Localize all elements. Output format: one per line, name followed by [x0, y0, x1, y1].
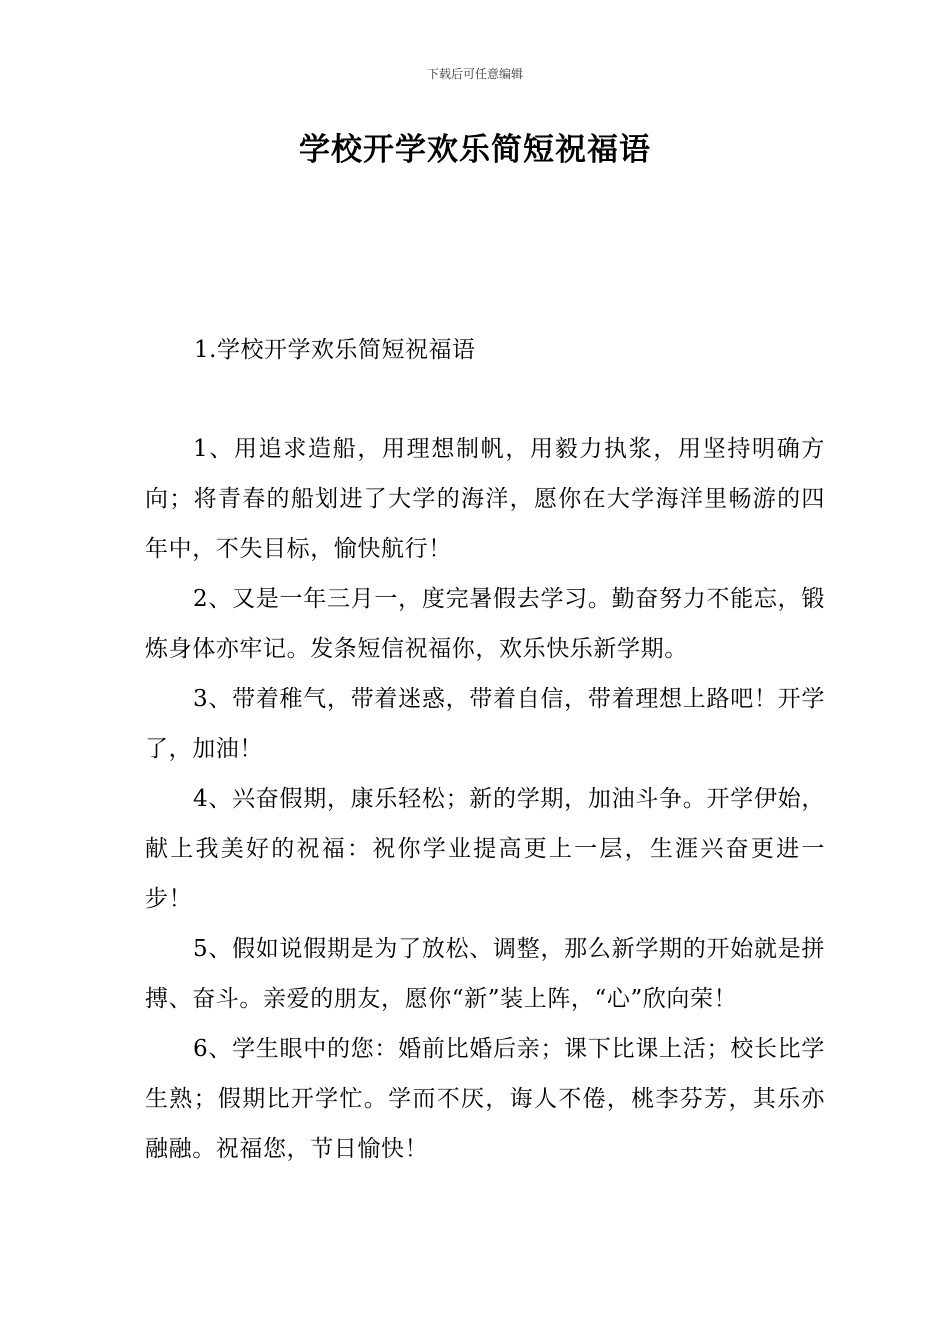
- body-text: [145, 424, 825, 1174]
- header-note: 下载后可任意编辑: [426, 67, 523, 81]
- paragraph-6: 6、学生眼中的您：婚前比婚后亲；课下比课上活；校长比学生熟；假期比开学忙。学而不厌，诲人不倦，桃李芬芳，其乐亦融融。祝福您，节日愉快！: [145, 1036, 825, 1162]
- paragraph-3: 3、带着稚气，带着迷惑，带着自信，带着理想上路吧！开学了，加油！: [145, 686, 825, 762]
- paragraph-1: 1、用追求造船，用理想制帆，用毅力执浆，用坚持明确方向；将青春的船划进了大学的海洋，愿你在大学海洋里畅游的四年中，不失目标，愉快航行！: [145, 436, 825, 562]
- section-heading: 1.学校开学欢乐简短祝福语: [194, 337, 476, 363]
- document-title: 学校开学欢乐简短祝福语: [299, 132, 651, 168]
- paragraph-5: 5、假如说假期是为了放松、调整，那么新学期的开始就是拼搏、奋斗。亲爱的朋友，愿你“新”装上阵，“心”欣向荣！: [145, 936, 825, 1012]
- paragraph-2: 2、又是一年三月一，度完暑假去学习。勤奋努力不能忘，锻炼身体亦牢记。发条短信祝福你，欢乐快乐新学期。: [145, 586, 825, 662]
- paragraph-4: 4、兴奋假期，康乐轻松；新的学期，加油斗争。开学伊始，献上我美好的祝福：祝你学业提高更上一层，生涯兴奋更进一步！: [145, 786, 825, 912]
